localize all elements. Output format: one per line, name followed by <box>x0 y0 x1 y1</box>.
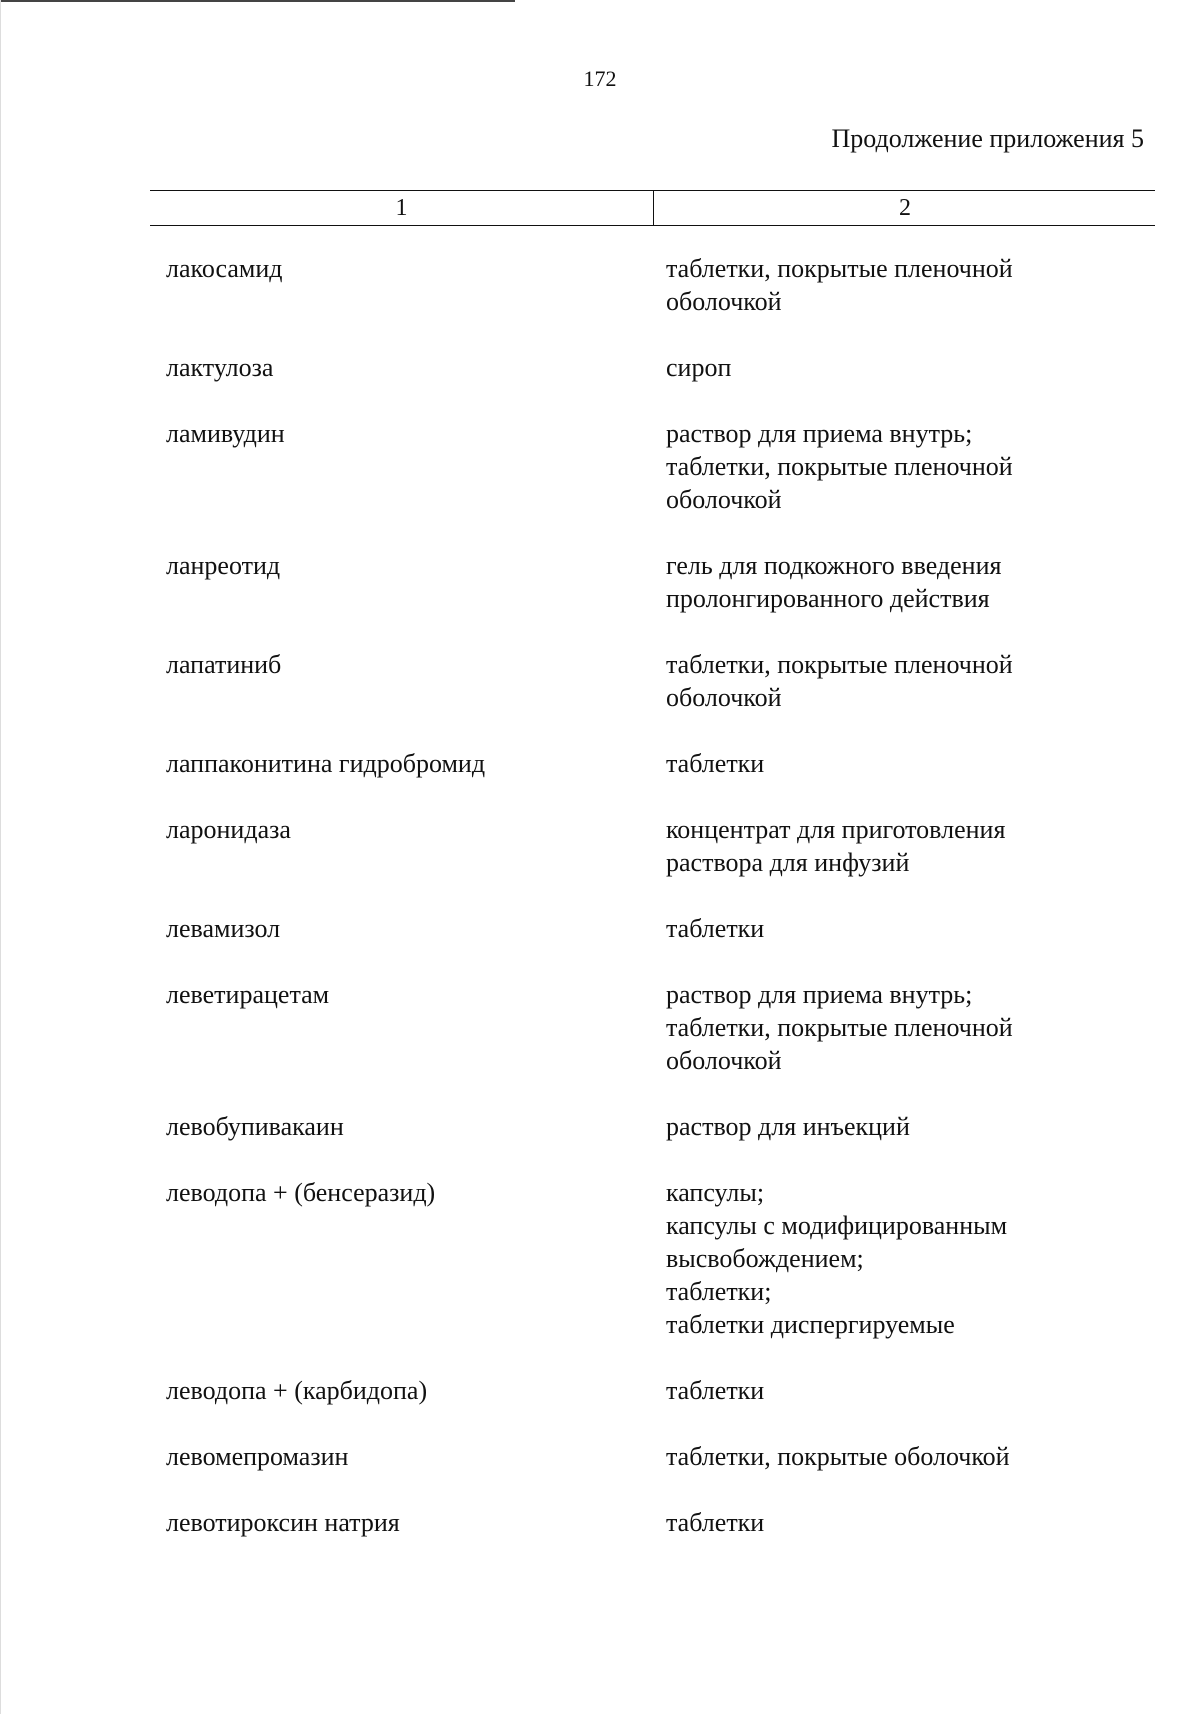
table-row <box>0 252 1200 318</box>
drug-name: ланреотид <box>166 551 281 580</box>
drug-name: лактулоза <box>166 353 274 382</box>
dosage-form-line: таблетки <box>666 1508 765 1537</box>
table-row <box>0 747 1200 780</box>
table-body <box>0 252 1200 1572</box>
dosage-form-line: раствор для приема внутрь; <box>666 980 973 1009</box>
scan-artifact-line <box>0 0 515 2</box>
dosage-form-line: пролонгированного действия <box>666 584 990 613</box>
table-row <box>0 912 1200 945</box>
dosage-form-line: гель для подкожного введения <box>666 551 1002 580</box>
column-header-1: 1 <box>150 191 654 225</box>
drug-name: лакосамид <box>166 254 283 283</box>
drug-name: ламивудин <box>166 419 285 448</box>
dosage-form-line: таблетки <box>666 914 765 943</box>
page-number: 172 <box>583 66 617 91</box>
continuation-title: Продолжение приложения 5 <box>831 124 1144 153</box>
dosage-form-line: сироп <box>666 353 732 382</box>
dosage-form <box>500 912 1060 945</box>
table-row <box>0 1176 1200 1341</box>
table-row <box>0 813 1200 879</box>
drug-name: лапатиниб <box>166 650 282 679</box>
dosage-form <box>500 1176 1060 1341</box>
dosage-form-line: высвобождением; <box>666 1244 864 1273</box>
table-row <box>0 648 1200 714</box>
dosage-form <box>500 1440 1060 1473</box>
dosage-form <box>500 549 1060 615</box>
dosage-form <box>500 747 1060 780</box>
dosage-form-line: концентрат для приготовления <box>666 815 1006 844</box>
drug-name: левомепромазин <box>166 1442 349 1471</box>
table-row <box>0 1506 1200 1539</box>
dosage-form <box>500 1374 1060 1407</box>
drug-name: левобупивакаин <box>166 1112 344 1141</box>
table-row <box>0 417 1200 516</box>
dosage-form <box>500 1110 1060 1143</box>
dosage-form-line: оболочкой <box>666 287 782 316</box>
dosage-form-line: таблетки, покрытые пленочной <box>666 254 1013 283</box>
dosage-form <box>500 978 1060 1077</box>
dosage-form-line: таблетки, покрытые оболочкой <box>666 1442 1010 1471</box>
dosage-form-line: капсулы; <box>666 1178 765 1207</box>
dosage-form-line: таблетки <box>666 1376 765 1405</box>
table-row <box>0 351 1200 384</box>
drug-name: левамизол <box>166 914 281 943</box>
dosage-form-line: капсулы с модифицированным <box>666 1211 1008 1240</box>
dosage-form <box>500 648 1060 714</box>
column-header-2: 2 <box>899 195 911 221</box>
dosage-form-line: оболочкой <box>666 683 782 712</box>
dosage-form-line: оболочкой <box>666 485 782 514</box>
dosage-form <box>500 813 1060 879</box>
dosage-form-line: таблетки <box>666 749 765 778</box>
drug-name: леводопа + (бенсеразид) <box>166 1178 436 1207</box>
dosage-form-line: таблетки, покрытые пленочной <box>666 452 1013 481</box>
dosage-form-line: таблетки диспергируемые <box>666 1310 955 1339</box>
drug-name: леводопа + (карбидопа) <box>166 1376 428 1405</box>
table-row <box>0 978 1200 1077</box>
dosage-form <box>500 351 1060 384</box>
dosage-form-line: таблетки, покрытые пленочной <box>666 1013 1013 1042</box>
table-row <box>0 1110 1200 1143</box>
table-row <box>0 1440 1200 1473</box>
table-row <box>0 1374 1200 1407</box>
drug-name: леветирацетам <box>166 980 330 1009</box>
dosage-form <box>500 417 1060 516</box>
dosage-form <box>500 252 1060 318</box>
drug-name: левотироксин натрия <box>166 1508 400 1537</box>
dosage-form-line: раствор для инъекций <box>666 1112 910 1141</box>
dosage-form-line: раствора для инфузий <box>666 848 910 877</box>
dosage-form-line: таблетки, покрытые пленочной <box>666 650 1013 679</box>
drug-name: ларонидаза <box>166 815 291 844</box>
table-header <box>150 190 1155 226</box>
table-row <box>0 549 1200 615</box>
drug-name: лаппаконитина гидробромид <box>166 749 486 778</box>
dosage-form-line: оболочкой <box>666 1046 782 1075</box>
dosage-form <box>500 1506 1060 1539</box>
dosage-form-line: таблетки; <box>666 1277 772 1306</box>
dosage-form-line: раствор для приема внутрь; <box>666 419 973 448</box>
